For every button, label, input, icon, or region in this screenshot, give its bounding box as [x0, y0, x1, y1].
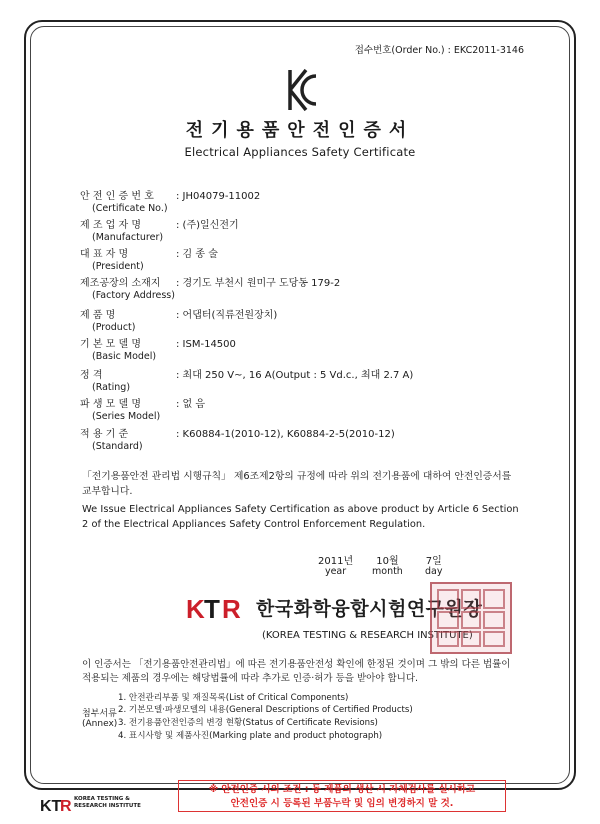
certificate-field [80, 187, 260, 214]
field-label: 기 본 모 델 명 [80, 339, 142, 350]
svg-text:T: T [204, 594, 220, 624]
date-year: 2011년 year [318, 556, 354, 577]
field-value: : 경기도 부천시 원미구 도당동 179-2 [176, 278, 341, 289]
field-label-english: (Basic Model) [92, 351, 157, 362]
organization-korean: 한국화학융합시험연구원장 [256, 598, 483, 620]
statement-korean: 「전기용품안전 관리법 시행규칙」 제6조제2항의 규정에 따라 위의 전기용품에 대하여 안전인증서를 교부합니다. [82, 471, 512, 497]
certificate-field [80, 395, 205, 422]
date-month: 10월 month [372, 556, 403, 577]
annex-item: 4. 표시사항 및 제품사진(Marking plate and product photograph) [118, 731, 383, 741]
footer-ktr-logo-icon [40, 794, 70, 814]
field-value: : JH04079-11002 [176, 191, 261, 202]
footer-organization: KOREA TESTING & RESEARCH INSTITUTE [74, 796, 141, 809]
field-label-english: (President) [92, 261, 144, 272]
svg-text:R: R [60, 798, 72, 815]
statement-english: We Issue Electrical Appliances Safety Certification as above product by Article 6 Section 2 of the Electrical Appliances Safety Control Enforcement Regulation. [82, 504, 519, 530]
certification-conditions-box [178, 780, 506, 812]
field-label: 파 생 모 델 명 [80, 399, 142, 410]
field-value: : 없 음 [176, 399, 206, 410]
date-day: 7일 day [425, 556, 443, 577]
field-value: : 김 종 술 [176, 249, 218, 260]
annex-label-korean: 첨부서류 [82, 709, 117, 719]
certificate-field [80, 366, 413, 393]
seal-pattern-icon [432, 584, 510, 652]
field-label-english: (Rating) [92, 382, 131, 393]
field-label-english: (Series Model) [92, 411, 161, 422]
field-label-english: (Product) [92, 322, 136, 333]
certificate-field [80, 216, 239, 243]
certificate-field [80, 425, 395, 452]
annex-item: 1. 안전관리부품 및 재질목록(List of Critical Components) [118, 693, 349, 703]
order-number: 접수번호(Order No.) : EKC2011-3146 [354, 45, 524, 56]
field-label-english: (Standard) [92, 441, 143, 452]
organization-english: (KOREA TESTING & RESEARCH INSTITUTE) [262, 630, 473, 641]
title-english: Electrical Appliances Safety Certificate [184, 145, 416, 159]
field-label: 적 용 기 준 [80, 429, 129, 440]
field-value: : (주)일신전기 [176, 220, 239, 231]
field-label-english: (Factory Address) [92, 290, 175, 301]
certificate-field [80, 335, 236, 362]
kc-mark-icon [286, 68, 320, 112]
field-label-english: (Certificate No.) [92, 203, 168, 214]
annex-label-english: (Annex) [82, 719, 118, 729]
field-label-english: (Manufacturer) [92, 232, 164, 243]
field-label: 정 격 [80, 370, 103, 381]
field-label: 대 표 자 명 [80, 249, 129, 260]
field-label: 제조공장의 소재지 [80, 278, 161, 289]
svg-text:KT: KT [40, 798, 62, 815]
svg-text:K: K [186, 594, 205, 624]
annex-item: 2. 기본모델·파생모델의 내용(General Descriptions of Certified Products) [118, 705, 413, 715]
field-label: 제 품 명 [80, 310, 116, 321]
certificate-field [80, 245, 218, 272]
certificate-field [80, 306, 277, 333]
caution-line-2: 안전인증 시 등록된 부품누락 및 임의 변경하지 말 것. [230, 798, 454, 809]
field-value: : K60884-1(2010-12), K60884-2-5(2010-12) [176, 429, 395, 440]
official-seal-stamp [430, 582, 512, 654]
caution-line-1: ※ 안전인증 시의 조건 : 동 제품의 생산 시 자체검사를 실시하고 [208, 784, 476, 795]
field-label: 안 전 인 증 번 호 [80, 191, 154, 202]
svg-text:R: R [222, 594, 241, 624]
annex-item: 3. 전기용품안전인증의 변경 현황(Status of Certificate Revisions) [118, 718, 378, 728]
certificate-field [80, 274, 340, 301]
field-value: : ISM-14500 [176, 339, 236, 350]
title-korean: 전기용품안전인증서 [185, 120, 415, 141]
field-value: : 어댑터(직류전원장치) [176, 310, 278, 321]
field-value: : 최대 250 V~, 16 A(Output : 5 Vd.c., 최대 2.7 A) [176, 370, 414, 381]
ktr-logo-icon [186, 592, 242, 622]
field-label: 제 조 업 자 명 [80, 220, 142, 231]
certificate-notice: 이 인증서는 「전기용품안전관리법」에 따른 전기용품안전성 확인에 한정된 것이며 그 밖의 다른 법률이 적용되는 제품의 경우에는 해당법률에 따라 추가로 인증·허가 등을 받아야 합니다. [82, 659, 511, 684]
